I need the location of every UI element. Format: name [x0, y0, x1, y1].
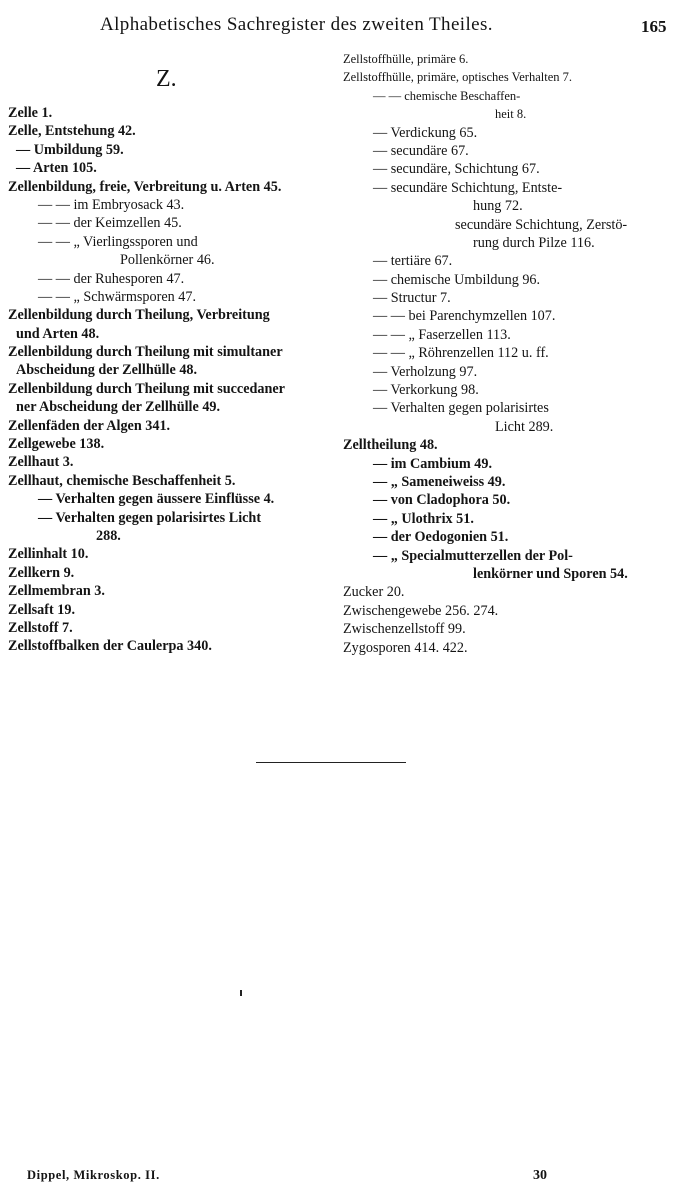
- index-entry: Zwischenzellstoff 99.: [343, 621, 466, 638]
- index-entry: Zellhaut, chemische Beschaffenheit 5.: [8, 472, 236, 489]
- index-entry: — — chemische Beschaffen-: [373, 88, 521, 103]
- index-entry: Zellhaut 3.: [8, 454, 74, 471]
- index-entry: Zelle 1.: [8, 105, 53, 121]
- index-entry: — secundäre Schichtung, Entste-: [373, 179, 563, 196]
- index-entry: Zellsaft 19.: [8, 601, 75, 618]
- index-entry: Zellenbildung durch Theilung, Verbreitung: [8, 307, 270, 324]
- index-entry: — von Cladophora 50.: [373, 492, 511, 509]
- index-entry: — — bei Parenchymzellen 107.: [373, 308, 556, 325]
- index-entry: Zelltheilung 48.: [343, 437, 438, 454]
- index-entry: — Verhalten gegen polarisirtes: [373, 400, 549, 417]
- section-divider: [256, 762, 406, 763]
- index-entry: rung durch Pilze 116.: [473, 234, 595, 251]
- index-entry: — — der Ruhesporen 47.: [38, 270, 185, 287]
- index-entry: Zellstoffbalken der Caulerpa 340.: [8, 638, 212, 655]
- index-entry: — der Oedogonien 51.: [373, 529, 509, 546]
- index-column-right: [343, 50, 673, 657]
- index-entry: — Arten 105.: [16, 160, 97, 177]
- index-entry: und Arten 48.: [16, 325, 100, 342]
- footer-sheet-number: 30: [533, 1168, 547, 1183]
- index-entry: Zellenbildung durch Theilung mit simultaner: [8, 344, 283, 361]
- index-entry: Zellinhalt 10.: [8, 546, 89, 563]
- index-entry: Zygosporen 414. 422.: [343, 639, 468, 656]
- section-letter: Z.: [156, 66, 177, 92]
- index-entry: Pollenkörner 46.: [120, 252, 215, 269]
- index-entry: — — „ Vierlingssporen und: [38, 233, 198, 250]
- footer-signature: Dippel, Mikroskop. II.: [27, 1168, 160, 1182]
- index-entry: — chemische Umbildung 96.: [373, 271, 541, 288]
- index-entry: Zellmembran 3.: [8, 583, 105, 600]
- index-entry: — secundäre 67.: [373, 142, 469, 159]
- index-entry: Zellstoffhülle, primäre, optisches Verhalten 7.: [343, 70, 572, 85]
- index-entry: — „ Specialmutterzellen der Pol-: [373, 547, 573, 564]
- index-entry: — „ Sameneiweiss 49.: [373, 473, 506, 490]
- index-entry: — Verhalten gegen äussere Einflüsse 4.: [38, 491, 275, 508]
- index-entry: Licht 289.: [495, 418, 554, 435]
- index-entry: — Verkorkung 98.: [373, 382, 479, 399]
- index-entry: Zelle, Entstehung 42.: [8, 123, 136, 140]
- index-entry: — tertiäre 67.: [373, 253, 453, 270]
- index-entry: Zellenbildung, freie, Verbreitung u. Arten 45.: [8, 178, 282, 195]
- index-entry: Zwischengewebe 256. 274.: [343, 602, 499, 619]
- index-entry: 288.: [96, 527, 121, 544]
- index-entry: Zellstoffhülle, primäre 6.: [343, 52, 469, 66]
- index-entry: Abscheidung der Zellhülle 48.: [16, 362, 198, 379]
- page-number: 165: [641, 17, 667, 36]
- stray-ink-mark: [240, 990, 242, 996]
- index-entry: Zellgewebe 138.: [8, 436, 105, 453]
- index-entry: — Structur 7.: [373, 290, 451, 307]
- index-entry: Zellenbildung durch Theilung mit succedaner: [8, 380, 285, 397]
- index-entry: Zellkern 9.: [8, 564, 75, 581]
- index-entry: — — der Keimzellen 45.: [38, 215, 182, 232]
- index-entry: secundäre Schichtung, Zerstö-: [455, 216, 628, 233]
- index-entry: Zellenfäden der Algen 341.: [8, 417, 171, 434]
- index-column-left: [8, 104, 334, 656]
- index-entry: hung 72.: [473, 198, 523, 215]
- index-entry: — — „ Röhrenzellen 112 u. ff.: [373, 345, 549, 362]
- index-entry: — — „ Faserzellen 113.: [373, 326, 511, 343]
- index-entry: — — „ Schwärmsporen 47.: [38, 288, 197, 305]
- index-entry: — „ Ulothrix 51.: [373, 510, 474, 527]
- index-entry: — — im Embryosack 43.: [38, 196, 185, 213]
- index-entry: — im Cambium 49.: [373, 455, 493, 472]
- index-entry: Zucker 20.: [343, 584, 405, 601]
- index-entry: — Umbildung 59.: [16, 141, 124, 158]
- index-entry: heit 8.: [495, 107, 527, 122]
- index-entry: — Verdickung 65.: [373, 124, 478, 141]
- index-entry: lenkörner und Sporen 54.: [473, 565, 628, 582]
- index-entry: — Verhalten gegen polarisirtes Licht: [38, 509, 262, 526]
- index-entry: ner Abscheidung der Zellhülle 49.: [16, 399, 221, 416]
- index-entry: Zellstoff 7.: [8, 619, 73, 636]
- index-entry: — Verholzung 97.: [373, 363, 478, 380]
- index-entry: — secundäre, Schichtung 67.: [373, 161, 540, 178]
- page-header-title: Alphabetisches Sachregister des zweiten Theiles.: [100, 14, 493, 35]
